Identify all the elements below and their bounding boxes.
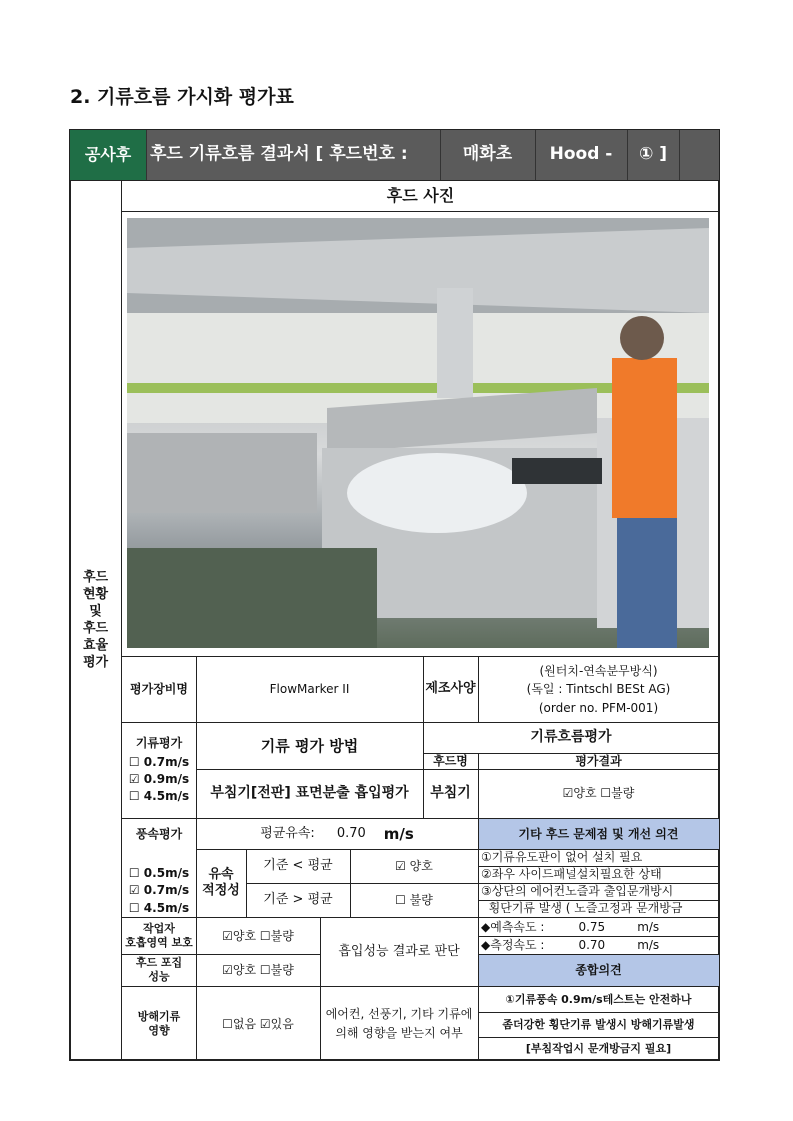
hood-number-cell: ① ] [627,130,679,180]
avg-velocity-label: 평균유속: [260,825,315,841]
agency-cell: 공사후 [70,130,146,180]
capture-value[interactable]: ☑양호 ☐불량 [222,962,294,977]
maker-spec-line: (원터치-연속분무방식) [539,663,658,678]
capture-judge: 흡입성능 결과로 판단 [338,943,460,959]
flow-result-value[interactable]: ☑양호 ☐불량 [562,786,635,800]
predicted-value: 0.75 [578,919,606,934]
airflow-eval-cell [122,723,196,818]
issue-line: ②좌우 사이드패널설치필요한 상태 [481,867,662,881]
measured-label: ◆측정속도 : [481,937,545,952]
measured-value: 0.70 [578,937,606,952]
cond-good: 기준 < 평균 [263,857,333,873]
hood-name-header: 후드명 [433,753,468,768]
summary-line: ①기류풍속 0.9m/s테스트는 안전하나 [505,992,692,1006]
issue-line: ③상단의 에어컨노즐과 출입문개방시 [481,884,674,898]
predicted-label: ◆예측속도 : [481,919,545,934]
maker-spec [478,657,719,722]
summary-header: 종합의견 [478,954,719,986]
maker-label: 제조사양 [425,681,476,697]
capture-label: 후드 포집 성능 [135,955,183,983]
hood-photo-illustration [127,218,709,648]
airflow-eval-label: 기류평가 [135,736,183,751]
equipment-value: FlowMarker II [269,682,350,696]
hood-name-value: 부침기 [430,784,471,801]
maker-spec-line: (order no. PFM-001) [538,700,659,715]
suitability-label: 유속 적정성 [202,866,240,898]
predicted-velocity-row [478,918,719,936]
airflow-option[interactable]: ☐ 4.5m/s [128,789,190,804]
disturbance-desc: 에어컨, 선풍기, 기타 기류에 의해 영향을 받는지 여부 [325,1007,473,1040]
suitability-good[interactable]: ☑ 양호 [395,858,433,873]
velocity-option[interactable]: ☐ 4.5m/s [128,900,190,915]
predicted-unit: m/s [637,919,660,934]
velocity-option[interactable]: ☑ 0.7m/s [128,883,190,898]
method-header: 기류 평가 방법 [260,736,359,755]
avg-velocity-row [196,819,478,849]
page-title: 2. 기류흐름 가시화 평가표 [70,86,294,108]
maker-spec-line: (독일 : Tintschl BESt AG) [526,682,671,697]
avg-velocity-unit: m/s [383,824,414,843]
worker-zone-value[interactable]: ☑양호 ☐불량 [222,928,294,943]
photo-section-title: 후드 사진 [386,186,455,205]
worker-zone-label: 작업자 호흡영역 보호 [125,921,193,949]
header-blank-cell [679,130,719,180]
summary-line: 좀더강한 횡단기류 발생시 방해기류발생 [502,1017,695,1031]
place-cell: 매화초 [440,130,535,180]
velocity-options [122,849,196,917]
issues-header: 기타 후드 문제점 및 개선 의견 [478,819,719,849]
velocity-option[interactable]: ☐ 0.5m/s [128,865,190,880]
cond-bad: 기준 > 평균 [263,891,333,907]
disturbance-label: 방해기류 영향 [137,1009,181,1037]
issue-line: 횡단기류 발생 ( 노즐고정과 문개방금 [481,901,683,915]
equipment-label: 평가장비명 [130,682,188,696]
measured-unit: m/s [637,937,660,952]
method-value: 부침기[전판] 표면분출 흡입평가 [210,784,409,801]
result-col-header: 평가결과 [575,753,622,768]
issue-line: ①기류유도판이 없어 설치 필요 [481,850,643,864]
hood-photo [127,218,709,648]
airflow-option[interactable]: ☐ 0.7m/s [128,754,190,769]
suitability-bad[interactable]: ☐ 불량 [395,892,433,907]
avg-velocity-value: 0.70 [336,825,366,841]
airflow-option[interactable]: ☑ 0.9m/s [128,772,190,786]
disturbance-value[interactable]: ☐없음 ☑있음 [222,1016,294,1031]
side-label: 후드 현황 및 후드 효율 평가 [82,570,109,670]
form-title-cell: 후드 기류흐름 결과서 [ 후드번호 : [146,130,440,180]
measured-velocity-row [478,936,719,954]
summary-line: [부침작업시 문개방금지 필요] [525,1042,672,1056]
velocity-eval-label: 풍속평가 [135,826,183,841]
hood-label-cell: Hood - [535,130,627,180]
flow-result-header: 기류흐름평가 [530,729,612,746]
